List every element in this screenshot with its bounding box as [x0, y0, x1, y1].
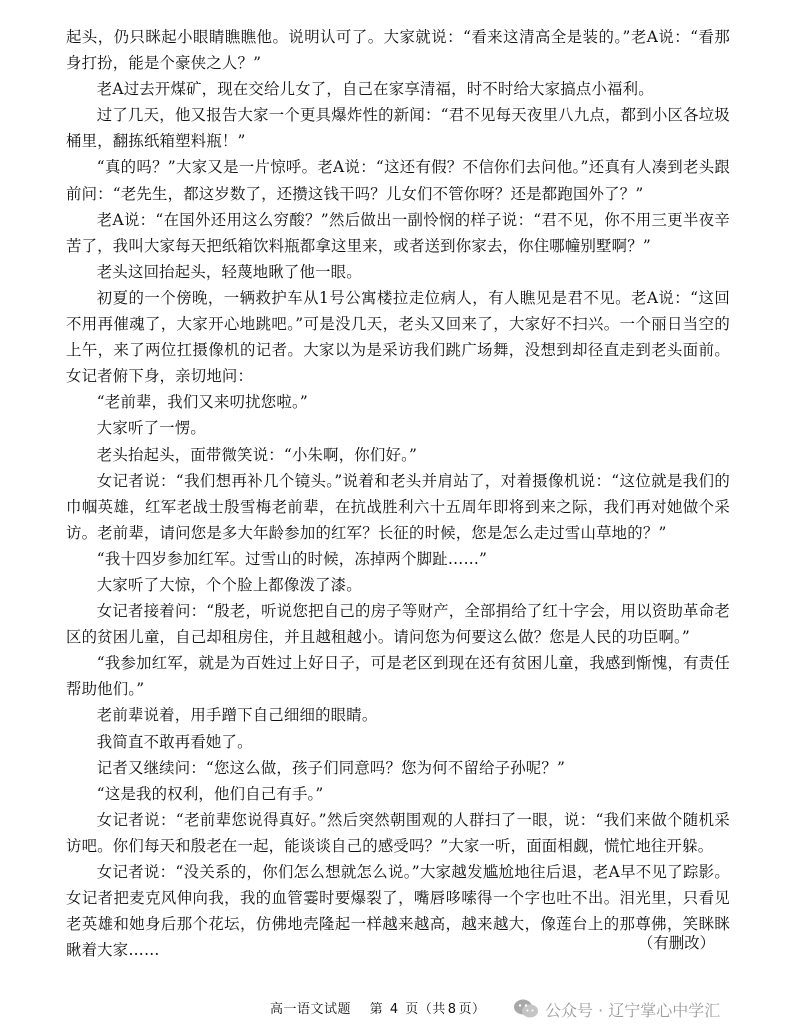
- paragraph: 女记者说：“老前辈您说得真好。”然后突然朝围观的人群扫了一眼，说：“我们来做个随机采访吧。你们每天和殷老在一起，能谈谈自己的感受吗？”大家一听，面面相觑，慌忙地往开躲。: [66, 810, 730, 855]
- paragraph: 大家听了一愣。: [96, 419, 206, 438]
- paragraph: “这是我的权利，他们自己有手。”: [96, 784, 324, 803]
- paragraph: 老头抬起头，面带微笑说：“小朱啊，你们好。”: [96, 445, 418, 464]
- page-footer: [0, 996, 793, 1024]
- paragraph: 我简直不敢再看她了。: [96, 732, 253, 751]
- paragraph: 大家听了大惊，个个脸上都像泼了漆。: [96, 575, 362, 594]
- paragraph: 女记者说：“我们想再补几个镜头。”说着和老头并肩站了，对着摄像机说：“这位就是我们的巾帼英雄，红军老战士殷雪梅老前辈，在抗战胜利六十五周年即将到来之际，我们再对她做个采访。老前辈，请问您是多大年龄参加的红军？长征的时候，您是怎么走过雪山草地的？”: [66, 471, 730, 542]
- page-label-middle: 页（共: [405, 1002, 446, 1017]
- page-total: 8: [447, 1002, 457, 1017]
- paragraph: “我十四岁参加红军。过雪山的时候，冻掉两个脚趾……”: [96, 549, 488, 568]
- watermark-text: 公众号 · 辽宁掌心中学汇: [545, 1000, 721, 1020]
- paragraph: 老前辈说着，用手蹭下自己细细的眼睛。: [96, 706, 378, 725]
- subject-title: 高一语文试题: [270, 1002, 352, 1017]
- paragraph: 记者又继续问：“您这么做，孩子们同意吗？您为何不留给子孙呢？”: [96, 758, 566, 777]
- editor-note: （有删改）: [638, 934, 715, 952]
- page-number: 4: [389, 1002, 399, 1017]
- wechat-icon: [513, 998, 539, 1020]
- paragraph: 初夏的一个傍晚，一辆救护车从1号公寓楼拉走位病人，有人瞧见是君不见。老A说：“这回不用再催魂了，大家开心地跳吧。”可是没几天，老头又回来了，大家好不扫兴。一个丽日当空的上午，来了两位扛摄像机的记者。大家以为是采访我们跳广场舞，没想到却径直走到老头面前。女记者俯下身，亲切地问：: [66, 288, 730, 386]
- paragraph: 老A过去开煤矿，现在交给儿女了，自己在家享清福，时不时给大家搞点小福利。: [96, 80, 654, 99]
- paragraph: 起头，仍只眯起小眼睛瞧瞧他。说明认可了。大家就说：“看来这清高全是装的。”老A说：“看那身打扮，能是个豪侠之人？”: [66, 28, 730, 73]
- paragraph: “真的吗？”大家又是一片惊呼。老A说：“这还有假？不信你们去问他。”还真有人凑到老头跟前问：“老先生，都这岁数了，还攒这钱干吗？儿女们不管你呀？还是都跑国外了？”: [66, 158, 730, 203]
- paragraph: 女记者接着问：“殷老，听说您把自己的房子等财产，全部捐给了红十字会，用以资助革命老区的贫困儿童，自己却租房住，并且越租越小。请问您为何要这么做？您是人民的功臣啊。”: [66, 602, 730, 647]
- paragraph: 女记者说：“没关系的，你们怎么想就怎么说。”大家越发尴尬地往后退，老A早不见了踪影。女记者把麦克风伸向我，我的血管霎时要爆裂了，嘴唇哆嗦得一个字也吐不出。泪光里，只看见老英雄和她身后那个花坛，仿佛地壳隆起一样越来越高，越来越大，像莲台上的那尊佛，笑眯眯瞅着大家……: [66, 863, 730, 960]
- paragraph: “我参加红军，就是为百姓过上好日子，可是老区到现在还有贫困儿童，我感到惭愧，有责任帮助他们。”: [66, 654, 730, 699]
- paragraph: “老前辈，我们又来叨扰您啦。”: [96, 393, 308, 412]
- page-info: [270, 998, 486, 1017]
- paragraph: 老头这回抬起头，轻蔑地瞅了他一眼。: [96, 262, 362, 281]
- page-label-prefix: 第: [369, 1002, 384, 1017]
- paragraph: 过了几天，他又报告大家一个更具爆炸性的新闻：“君不见每天夜里八九点，都到小区各垃圾桶里，翻拣纸箱塑料瓶！”: [66, 106, 730, 151]
- passage-body: [66, 24, 730, 963]
- wechat-watermark: [513, 996, 720, 1022]
- paragraph: 老A说：“在国外还用这么穷酸？”然后做出一副怜悯的样子说：“君不见，你不用三更半夜辛苦了，我叫大家每天把纸箱饮料瓶都拿这里来，或者送到你家去，你住哪幢别墅啊？”: [66, 210, 730, 255]
- page-label-suffix: 页）: [458, 1002, 486, 1017]
